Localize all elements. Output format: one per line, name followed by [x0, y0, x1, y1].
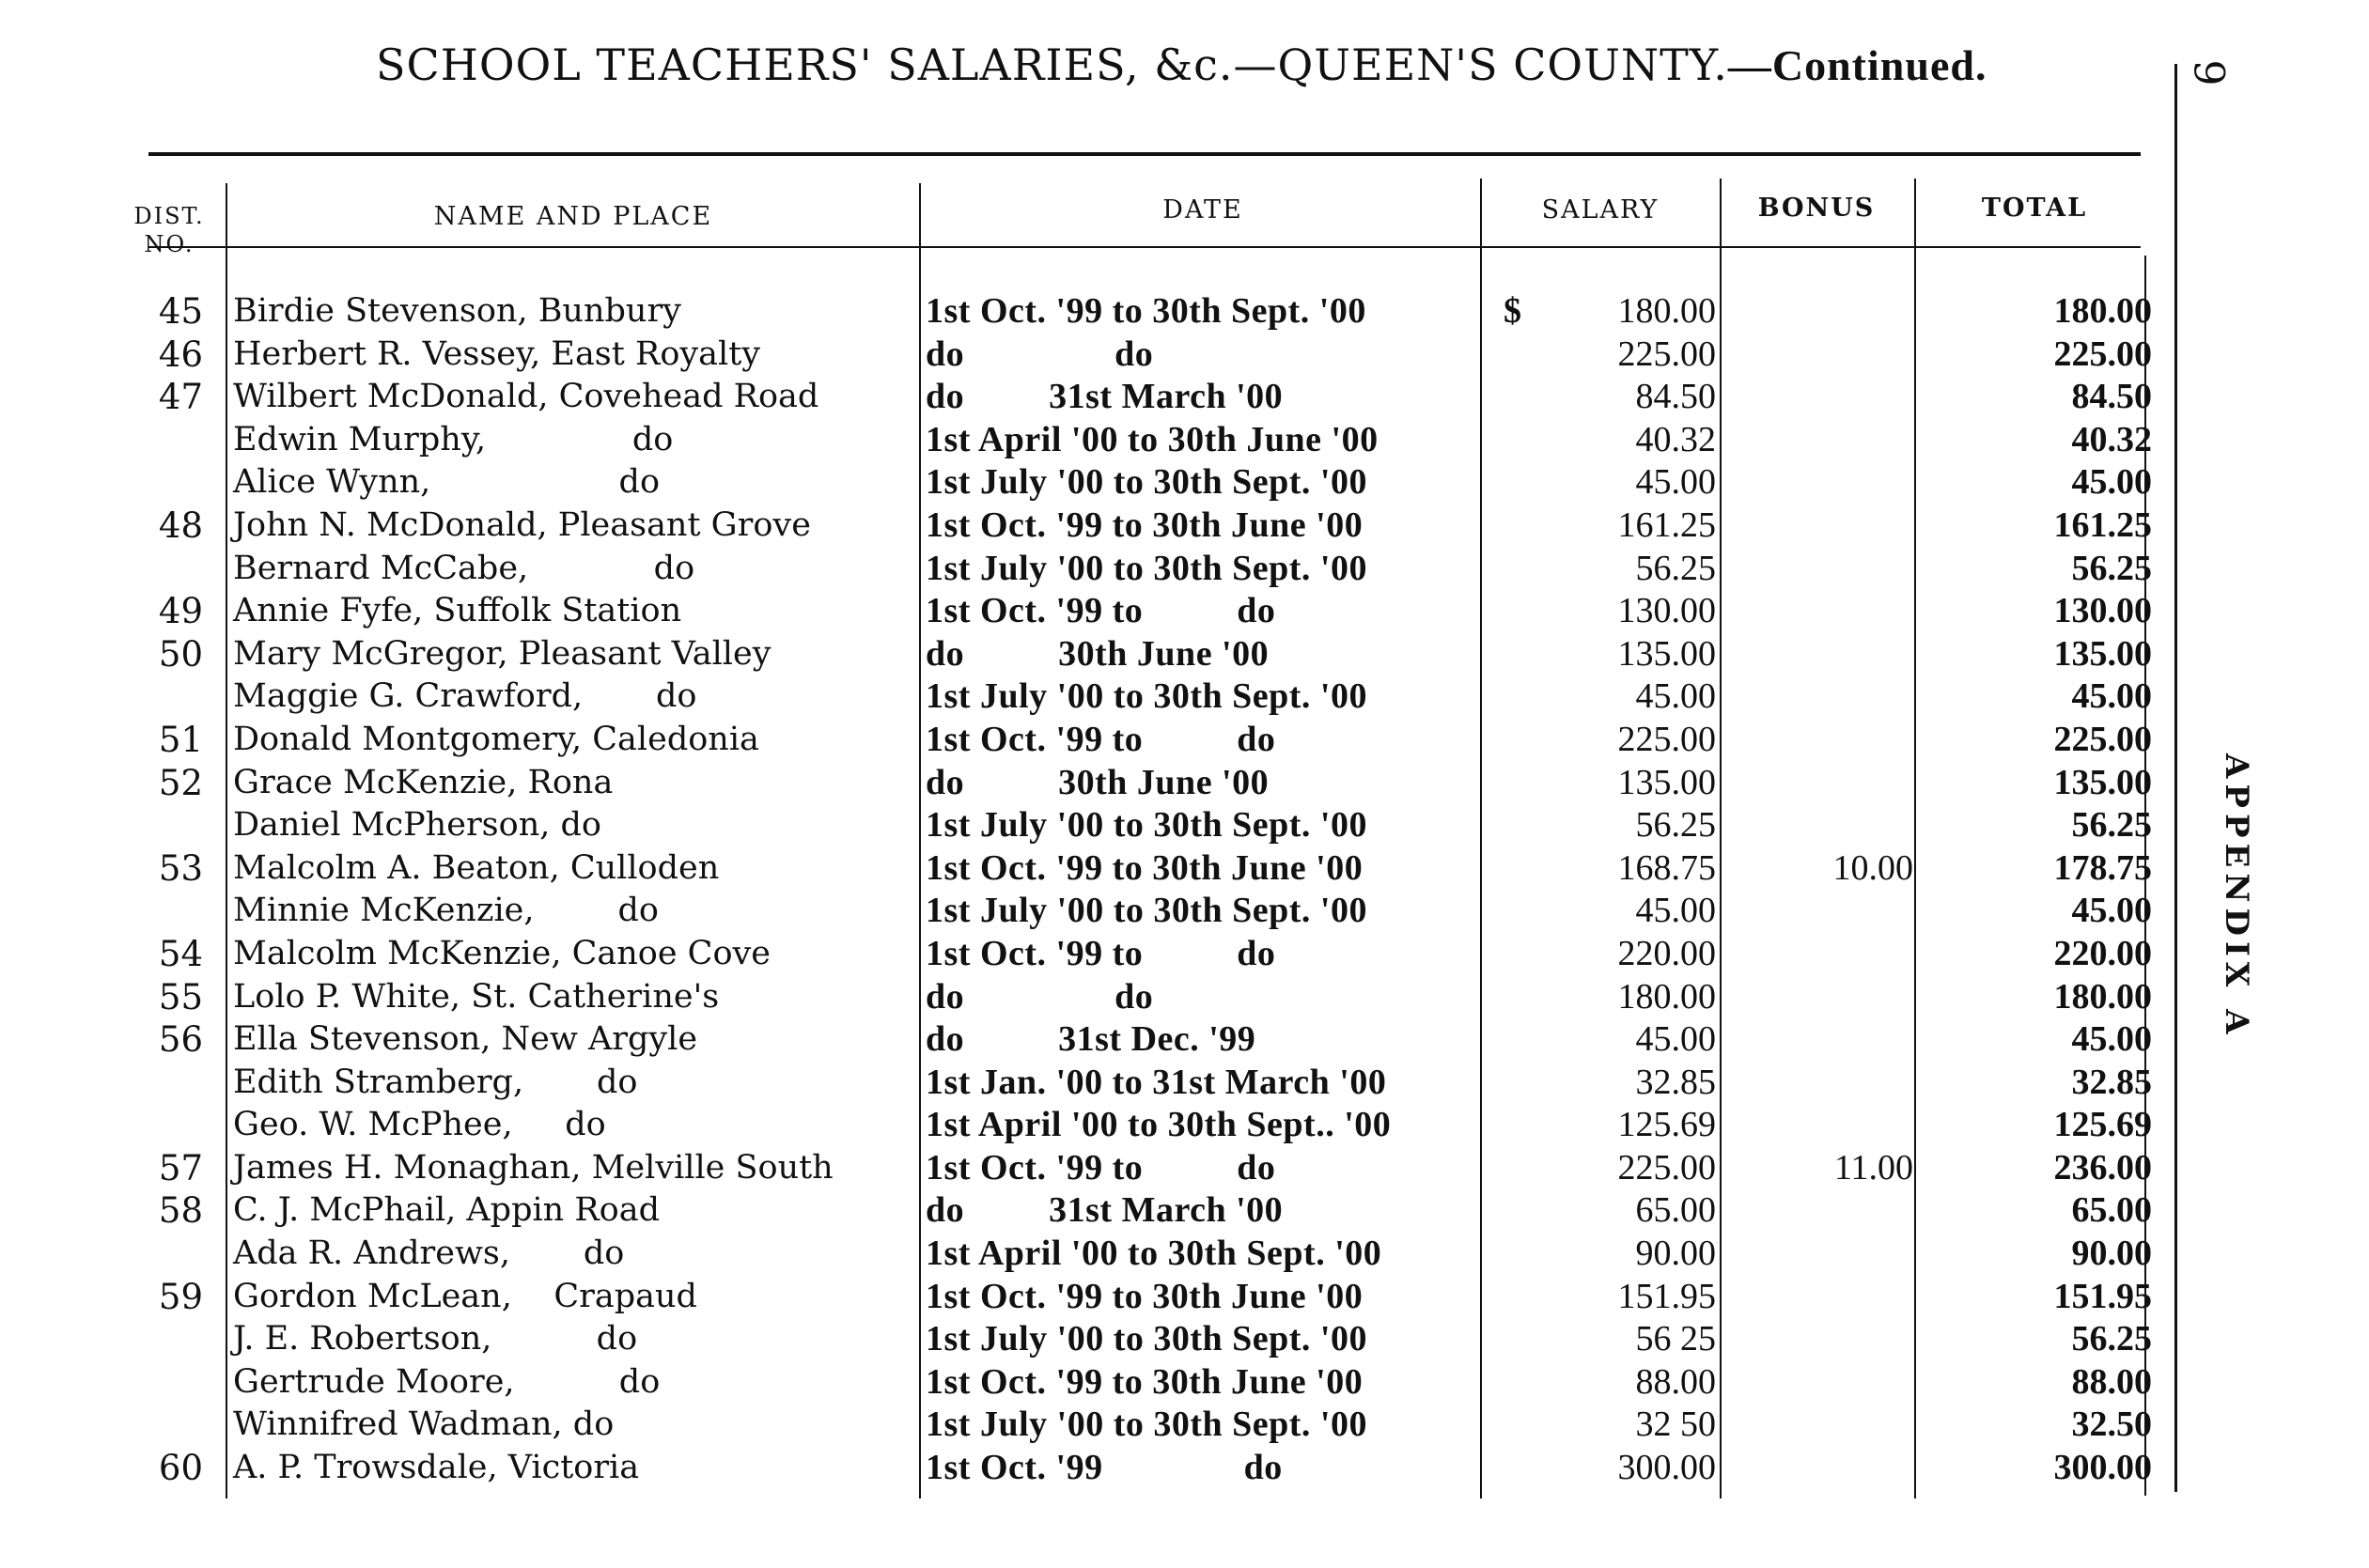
row-total: 56.25 — [2071, 1319, 2152, 1359]
column-header-dist-line1: DIST. — [133, 203, 205, 229]
row-total: 88.00 — [2071, 1361, 2152, 1402]
page-number: 9 — [2184, 59, 2233, 86]
row-name-place: Ella Stevenson, New Argyle — [233, 1020, 698, 1059]
row-date: do 31st March '00 — [926, 1190, 1284, 1231]
row-dist-number: 57 — [158, 1147, 203, 1188]
row-salary: 45.00 — [1635, 462, 1716, 503]
row-total: 180.00 — [2053, 291, 2152, 331]
row-dist-number: 54 — [158, 933, 203, 974]
row-total: 225.00 — [2053, 719, 2152, 759]
row-name-place: Wilbert McDonald, Covehead Road — [233, 378, 819, 416]
row-salary: 45.00 — [1635, 676, 1716, 717]
row-total: 40.32 — [2071, 419, 2152, 459]
row-dist-number: 47 — [158, 377, 203, 418]
table-row — [0, 933, 2161, 976]
row-bonus: 11.00 — [1833, 1147, 1913, 1188]
row-salary: 225.00 — [1617, 334, 1716, 374]
header-top-rule — [148, 152, 2141, 156]
row-date: 1st Oct. '99 to do — [926, 1147, 1276, 1188]
row-salary: 225.00 — [1617, 719, 1716, 759]
row-total: 65.00 — [2071, 1190, 2152, 1231]
row-total: 90.00 — [2071, 1234, 2152, 1274]
row-date: 1st April '00 to 30th June '00 — [926, 419, 1379, 459]
row-salary: 90.00 — [1635, 1234, 1716, 1274]
row-salary: 300.00 — [1617, 1448, 1716, 1488]
row-name-place: Donald Montgomery, Caledonia — [233, 720, 759, 758]
table-row — [0, 1189, 2161, 1233]
row-salary: 125.69 — [1617, 1105, 1716, 1145]
row-salary: 220.00 — [1617, 933, 1716, 973]
row-salary: 225.00 — [1617, 1147, 1716, 1188]
table-row — [0, 290, 2161, 334]
table-row — [0, 1447, 2161, 1490]
row-salary: 56 25 — [1635, 1319, 1716, 1359]
row-date: 1st Oct. '99 to do — [926, 719, 1276, 759]
table-row — [0, 590, 2161, 633]
row-dist-number: 51 — [158, 719, 203, 760]
row-salary: 45.00 — [1635, 1019, 1716, 1060]
header-bottom-rule — [148, 246, 2141, 248]
row-bonus: 10.00 — [1832, 847, 1913, 888]
table-row — [0, 762, 2161, 805]
column-header-bonus: BONUS — [1757, 194, 1876, 223]
row-salary: 161.25 — [1617, 505, 1716, 545]
table-row — [0, 376, 2161, 419]
row-name-place: Gertrude Moore, do — [233, 1362, 661, 1401]
row-name-place: A. P. Trowsdale, Victoria — [233, 1449, 640, 1487]
row-name-place: Gordon McLean, Crapaud — [233, 1277, 697, 1315]
row-salary: 45.00 — [1635, 891, 1716, 931]
row-dist-number: 56 — [158, 1019, 203, 1061]
row-date: 1st Oct. '99 to 30th June '00 — [926, 505, 1364, 545]
row-date: 1st April '00 to 30th Sept. '00 — [926, 1234, 1382, 1274]
row-salary: 56.25 — [1635, 548, 1716, 588]
row-dollar-sign: $ — [1504, 291, 1521, 331]
table-row — [0, 890, 2161, 933]
row-name-place: Bernard McCabe, do — [233, 549, 695, 587]
row-date: 1st July '00 to 30th Sept. '00 — [926, 891, 1367, 931]
row-date: 1st July '00 to 30th Sept. '00 — [926, 548, 1367, 588]
row-total: 56.25 — [2071, 548, 2152, 588]
row-salary: 84.50 — [1635, 377, 1716, 417]
row-date: do 31st Dec. '99 — [926, 1019, 1256, 1060]
table-row — [0, 1404, 2161, 1447]
column-header-dist — [122, 202, 216, 258]
row-dist-number: 60 — [158, 1448, 203, 1489]
row-name-place: Birdie Stevenson, Bunbury — [233, 292, 681, 330]
row-total: 161.25 — [2053, 505, 2152, 545]
row-salary: 130.00 — [1617, 591, 1716, 631]
row-salary: 32 50 — [1635, 1405, 1716, 1445]
row-name-place: Malcolm McKenzie, Canoe Cove — [233, 934, 771, 972]
row-salary: 135.00 — [1617, 633, 1716, 674]
table-row — [0, 976, 2161, 1019]
table-row — [0, 1233, 2161, 1276]
table-row — [0, 633, 2161, 676]
row-name-place: James H. Monaghan, Melville South — [233, 1148, 834, 1187]
column-header-salary: SALARY — [1541, 195, 1660, 225]
appendix-label: APPENDIX A — [2218, 753, 2255, 1040]
row-total: 178.75 — [2053, 847, 2152, 888]
row-dist-number: 45 — [158, 291, 203, 332]
row-date: do 30th June '00 — [926, 762, 1270, 802]
row-name-place: Mary McGregor, Pleasant Valley — [233, 634, 771, 673]
table-row — [0, 675, 2161, 719]
row-salary: 65.00 — [1635, 1190, 1716, 1231]
row-salary: 32.85 — [1635, 1062, 1716, 1102]
column-header-total: TOTAL — [1981, 194, 2088, 223]
row-total: 130.00 — [2053, 591, 2152, 631]
row-date: 1st Oct. '99 to 30th June '00 — [926, 847, 1364, 888]
table-row — [0, 1018, 2161, 1062]
margin-rule — [2174, 64, 2177, 1492]
row-name-place: Daniel McPherson, do — [233, 806, 601, 845]
row-dist-number: 46 — [158, 334, 203, 375]
row-name-place: Grace McKenzie, Rona — [233, 763, 614, 801]
row-dist-number: 52 — [158, 762, 203, 803]
row-date: do 30th June '00 — [926, 633, 1270, 674]
row-date: do do — [926, 334, 1154, 374]
row-name-place: Edith Stramberg, do — [233, 1063, 638, 1101]
row-name-place: John N. McDonald, Pleasant Grove — [233, 505, 811, 544]
row-salary: 88.00 — [1635, 1361, 1716, 1402]
table-row — [0, 847, 2161, 891]
table-row — [0, 1104, 2161, 1147]
row-date: 1st July '00 to 30th Sept. '00 — [926, 462, 1367, 503]
row-name-place: Winnifred Wadman, do — [233, 1405, 615, 1444]
row-salary: 56.25 — [1635, 805, 1716, 846]
row-dist-number: 58 — [158, 1190, 203, 1232]
row-total: 151.95 — [2053, 1276, 2152, 1316]
table-row — [0, 1318, 2161, 1361]
row-dist-number: 49 — [158, 591, 203, 632]
row-date: 1st Oct. '99 to 30th June '00 — [926, 1361, 1364, 1402]
row-salary: 180.00 — [1617, 291, 1716, 331]
row-date: do do — [926, 976, 1154, 1017]
row-name-place: Herbert R. Vessey, East Royalty — [233, 334, 761, 373]
table-row — [0, 419, 2161, 462]
row-total: 45.00 — [2071, 462, 2152, 503]
row-total: 45.00 — [2071, 676, 2152, 717]
row-date: 1st July '00 to 30th Sept. '00 — [926, 805, 1367, 846]
row-total: 135.00 — [2053, 762, 2152, 802]
row-salary: 135.00 — [1617, 762, 1716, 802]
row-name-place: Ada R. Andrews, do — [233, 1234, 625, 1273]
row-date: 1st Jan. '00 to 31st March '00 — [926, 1062, 1387, 1102]
row-name-place: Edwin Murphy, do — [233, 420, 674, 458]
row-total: 180.00 — [2053, 976, 2152, 1017]
row-name-place: C. J. McPhail, Appin Road — [233, 1191, 661, 1230]
row-date: 1st July '00 to 30th Sept. '00 — [926, 676, 1367, 717]
row-total: 45.00 — [2071, 891, 2152, 931]
row-date: 1st Oct. '99 to 30th June '00 — [926, 1276, 1364, 1316]
row-salary: 168.75 — [1617, 847, 1716, 888]
table-row — [0, 719, 2161, 762]
row-total: 125.69 — [2053, 1105, 2152, 1145]
row-name-place: Geo. W. McPhee, do — [233, 1106, 606, 1144]
row-date: 1st Oct. '99 to 30th Sept. '00 — [926, 291, 1366, 331]
row-name-place: Maggie G. Crawford, do — [233, 677, 697, 716]
row-salary: 151.95 — [1617, 1276, 1716, 1316]
table-row — [0, 461, 2161, 505]
title-text: SCHOOL TEACHERS' SALARIES, &c.—QUEEN'S COUNTY. — [376, 39, 1728, 90]
row-total: 300.00 — [2053, 1448, 2152, 1488]
table-row — [0, 334, 2161, 377]
row-total: 56.25 — [2071, 805, 2152, 846]
table-row — [0, 505, 2161, 548]
table-row — [0, 804, 2161, 847]
table-row — [0, 1276, 2161, 1319]
row-date: 1st Oct. '99 do — [926, 1448, 1283, 1488]
column-header-name: NAME AND PLACE — [433, 202, 713, 231]
row-total: 236.00 — [2053, 1147, 2152, 1188]
column-header-date: DATE — [1162, 195, 1243, 225]
row-dist-number: 55 — [158, 976, 203, 1017]
row-total: 45.00 — [2071, 1019, 2152, 1060]
row-date: do 31st March '00 — [926, 377, 1284, 417]
row-total: 32.50 — [2071, 1405, 2152, 1445]
row-salary: 40.32 — [1635, 419, 1716, 459]
row-total: 84.50 — [2071, 377, 2152, 417]
row-dist-number: 59 — [158, 1276, 203, 1317]
row-dist-number: 53 — [158, 847, 203, 889]
table-row — [0, 548, 2161, 591]
row-date: 1st July '00 to 30th Sept. '00 — [926, 1405, 1367, 1445]
table-row — [0, 1147, 2161, 1190]
title-continued: —Continued. — [1727, 41, 1987, 89]
salary-table-body — [0, 290, 2161, 1490]
row-total: 220.00 — [2053, 933, 2152, 973]
row-name-place: Alice Wynn, do — [233, 463, 661, 502]
row-date: 1st Oct. '99 to do — [926, 933, 1276, 973]
table-row — [0, 1062, 2161, 1105]
row-date: 1st April '00 to 30th Sept.. '00 — [926, 1105, 1392, 1145]
table-row — [0, 1361, 2161, 1405]
row-total: 32.85 — [2071, 1062, 2152, 1102]
row-date: 1st Oct. '99 to do — [926, 591, 1276, 631]
row-name-place: Lolo P. White, St. Catherine's — [233, 977, 720, 1016]
row-name-place: Annie Fyfe, Suffolk Station — [233, 592, 682, 630]
page-title — [376, 39, 1987, 90]
row-total: 135.00 — [2053, 633, 2152, 674]
column-header-dist-line2: NO. — [144, 231, 195, 257]
row-date: 1st July '00 to 30th Sept. '00 — [926, 1319, 1367, 1359]
row-dist-number: 50 — [158, 633, 203, 675]
row-dist-number: 48 — [158, 505, 203, 546]
row-name-place: Minnie McKenzie, do — [233, 892, 660, 930]
row-salary: 180.00 — [1617, 976, 1716, 1017]
row-name-place: J. E. Robertson, do — [233, 1320, 638, 1358]
row-name-place: Malcolm A. Beaton, Culloden — [233, 848, 720, 887]
row-total: 225.00 — [2053, 334, 2152, 374]
